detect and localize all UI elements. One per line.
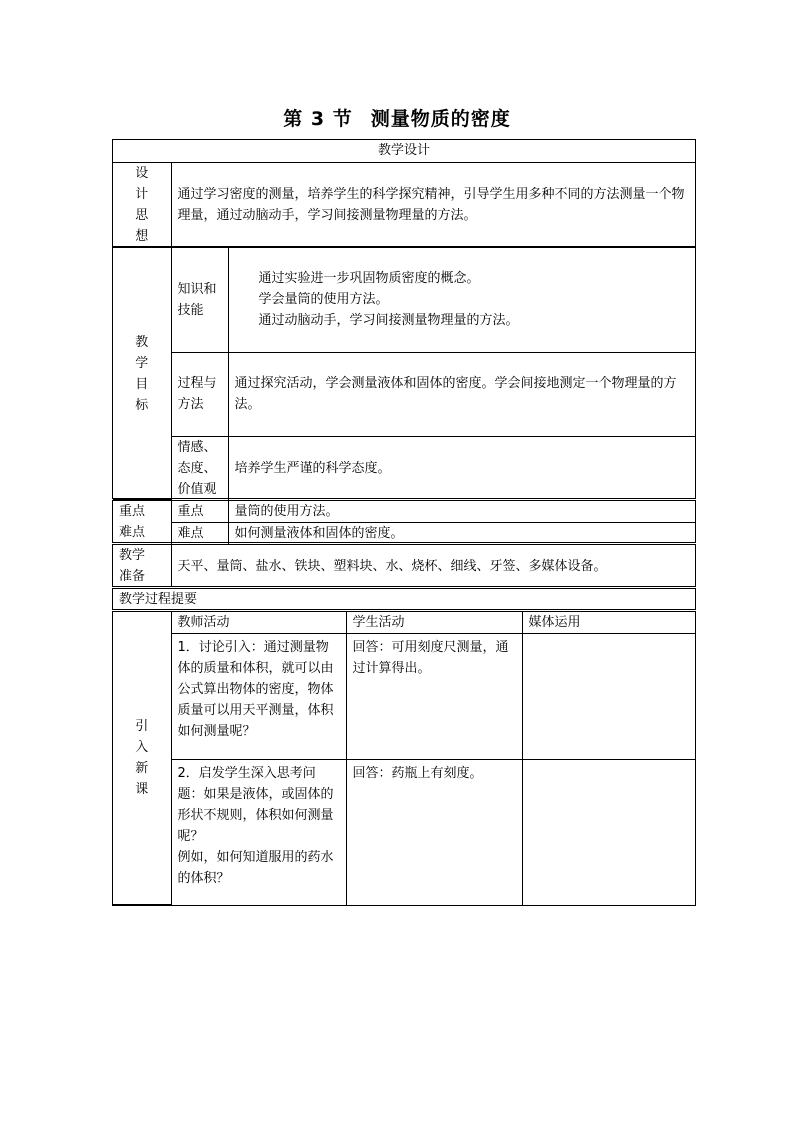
prep-text: 天平、量筒、盐水、铁块、塑料块、水、烧杯、细线、牙签、多媒体设备。 [171, 545, 695, 587]
column-header-media: 媒体运用 [522, 612, 695, 634]
section-name: 测量物质的密度 [370, 108, 511, 130]
key-label: 重点 [171, 501, 228, 523]
process-header-table [112, 588, 696, 610]
key-points-table [112, 500, 696, 543]
teacher-activity: 1．讨论引入：通过测量物体的质量和体积，就可以由公式算出物体的密度，物体质量可以用天平测量，体积如何测量呢？ [171, 634, 346, 760]
media-use [522, 760, 695, 905]
column-header-student: 学生活动 [346, 612, 522, 634]
design-header: 教学设计 [113, 140, 695, 162]
process-table [112, 611, 696, 906]
knowledge-items [228, 248, 695, 352]
hard-text: 如何测量液体和固体的密度。 [228, 523, 695, 545]
process-header: 教学过程提要 [119, 592, 198, 607]
knowledge-label: 知识和 技能 [171, 248, 228, 352]
knowledge-item: 学会量筒的使用方法。 [258, 292, 389, 308]
goals-table [112, 247, 696, 499]
student-activity: 回答：可用刻度尺测量，通过计算得出。 [346, 634, 522, 760]
hard-label: 难点 [171, 523, 228, 545]
page-title [0, 104, 794, 131]
process-section-label: 引 入 新 课 [113, 612, 171, 905]
knowledge-item: 通过动脑动手，学习间接测量物理量的方法。 [258, 313, 519, 329]
key-text: 量筒的使用方法。 [228, 501, 695, 523]
design-table [112, 139, 696, 247]
emotion-label: 情感、 态度、 价值观 [171, 436, 228, 500]
teacher-activity: 2．启发学生深入思考问题：如果是液体，或固体的形状不规则，体积如何测量呢？ 例如，如何知道服用的药水的体积？ [171, 760, 346, 905]
section-number: 第 3 节 [283, 108, 353, 130]
design-idea-label: 设 计 思 想 [113, 162, 171, 247]
key-points-label: 重点 难点 [113, 501, 171, 544]
emotion-text: 培养学生严谨的科学态度。 [228, 436, 695, 500]
media-use [522, 634, 695, 760]
process-method-label: 过程与 方法 [171, 352, 228, 436]
knowledge-item: 通过实验进一步巩固物质密度的概念。 [258, 271, 480, 287]
design-idea-text: 通过学习密度的测量，培养学生的科学探究精神，引导学生用多种不同的方法测量一个物理量，通过动脑动手，学习间接测量物理量的方法。 [171, 162, 695, 247]
column-header-teacher: 教师活动 [171, 612, 346, 634]
process-method-text: 通过探究活动，学会测量液体和固体的密度。学会间接地测定一个物理量的方法。 [228, 352, 695, 436]
prep-table [112, 544, 696, 587]
goals-label: 教 学 目 标 [113, 248, 171, 500]
prep-label: 教学 准备 [113, 545, 171, 587]
student-activity: 回答：药瓶上有刻度。 [346, 760, 522, 905]
